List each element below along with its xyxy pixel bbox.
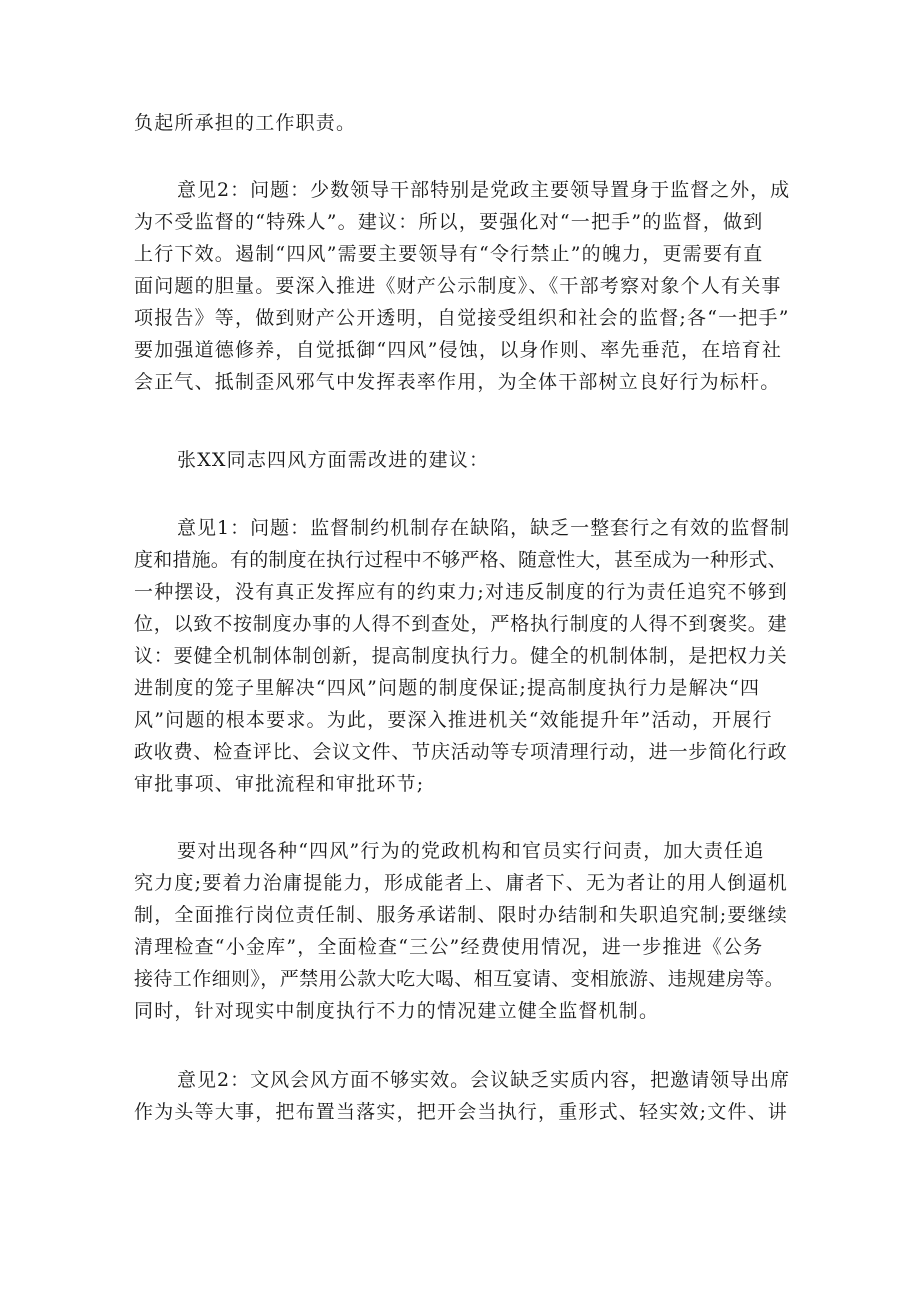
text-line: 接待工作细则》，严禁用公款大吃大喝、相互宴请、变相旅游、违规建房等。 [134, 968, 785, 990]
text-line: 清理检查“小金库”，全面检查“三公”经费使用情况，进一步推进《公务 [134, 936, 764, 958]
section-heading: 张XX同志四风方面需改进的建议： [177, 449, 490, 471]
text-line: 同时，针对现实中制度执行不力的情况建立健全监督机制。 [134, 1000, 660, 1022]
text-line: 位，以致不按制度办事的人得不到查处，严格执行制度的人得不到褒奖。建 [134, 613, 788, 635]
text-line: 审批事项、审批流程和审批环节; [134, 773, 425, 795]
text-line: 制，全面推行岗位责任制、服务承诺制、限时办结制和失职追究制;要继续 [134, 904, 789, 926]
text-line: 议：要健全机制体制创新，提高制度执行力。健全的机制体制，是把权力关 [134, 645, 788, 667]
text-line: 负起所承担的工作职责。 [134, 112, 357, 134]
text-line: 政收费、检查评比、会议文件、节庆活动等专项清理行动，进一步简化行政 [134, 741, 788, 763]
text-line: 意见2：问题：少数领导干部特别是党政主要领导置身于监督之外，成 [177, 179, 791, 201]
text-line: 一种摆设，没有真正发挥应有的约束力;对违反制度的行为责任追究不够到 [134, 581, 789, 603]
text-line: 度和措施。有的制度在执行过程中不够严格、随意性大，甚至成为一种形式、 [134, 549, 787, 571]
text-line: 为不受监督的“特殊人”。建议：所以，要强化对“一把手”的监督，做到 [134, 211, 764, 233]
text-line: 意见2：文风会风方面不够实效。会议缺乏实质内容，把邀请领导出席 [177, 1069, 791, 1091]
text-line: 进制度的笼子里解决“四风”问题的制度保证;提高制度执行力是解决“四 [134, 677, 761, 699]
text-line: 上行下效。遏制“四风”需要主要领导有“令行禁止”的魄力，更需要有直 [134, 243, 764, 265]
text-line: 项报告》等，做到财产公开透明，自觉接受组织和社会的监督;各“一把手” [134, 307, 790, 329]
text-line: 面问题的胆量。要深入推进《财产公示制度》、《干部考察对象个人有关事 [134, 275, 782, 297]
text-line: 意见1：问题：监督制约机制存在缺陷，缺乏一整套行之有效的监督制 [177, 517, 791, 539]
text-line: 风”问题的根本要求。为此，要深入推进机关“效能提升年”活动，开展行 [134, 709, 773, 731]
text-line: 究力度;要着力治庸提能力，形成能者上、庸者下、无为者让的用人倒逼机 [134, 872, 789, 894]
text-line: 要加强道德修养，自觉抵御“四风”侵蚀，以身作则、率先垂范，在培育社 [134, 339, 783, 361]
text-line: 作为头等大事，把布置当落实，把开会当执行，重形式、轻实效;文件、讲 [134, 1101, 789, 1123]
text-line: 会正气、抵制歪风邪气中发挥表率作用，为全体干部树立良好行为标杆。 [134, 371, 781, 393]
text-line: 要对出现各种“四风”行为的党政机构和官员实行问责，加大责任追 [177, 840, 765, 862]
